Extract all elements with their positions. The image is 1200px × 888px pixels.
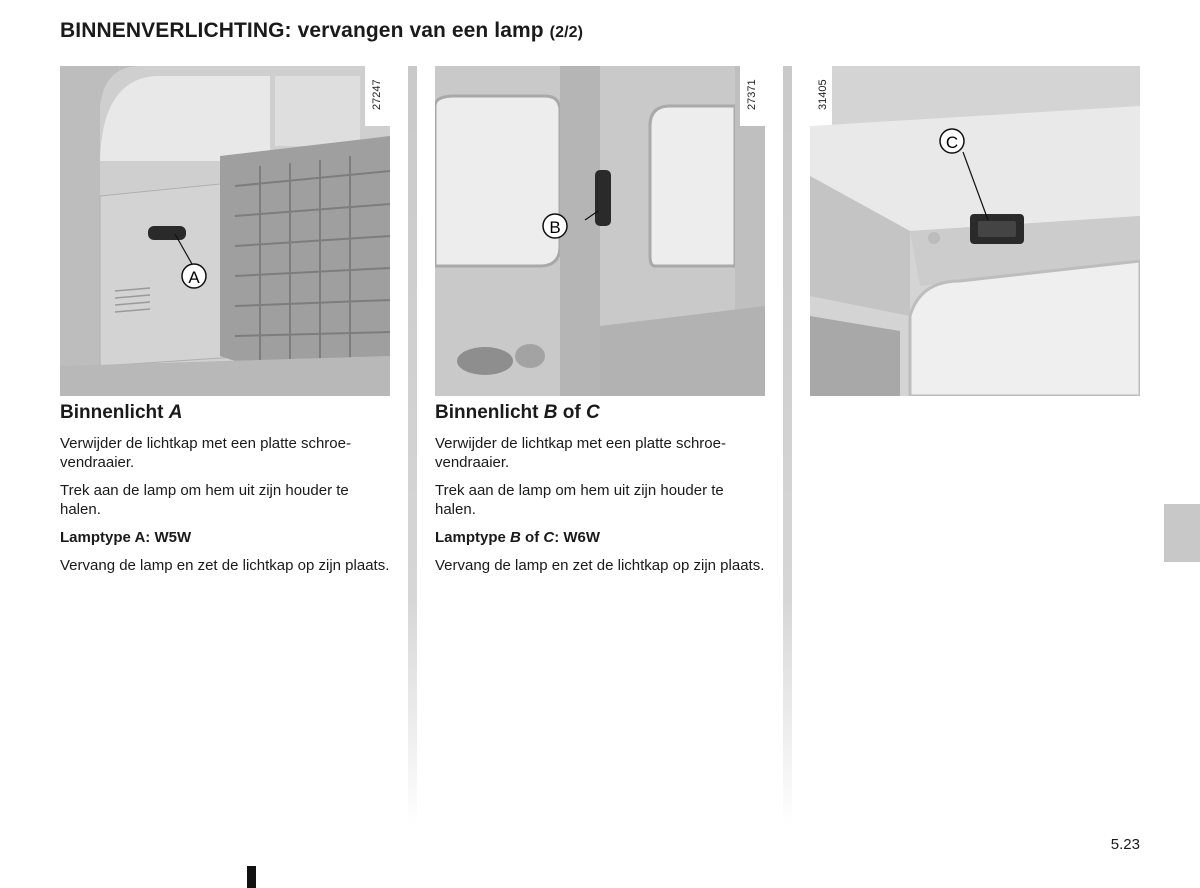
section-bc-step-replace: Vervang de lamp en zet de lichtkap op zijn plaats. bbox=[435, 557, 765, 574]
column-divider-1 bbox=[408, 66, 417, 826]
lamp-type-letter-b: B bbox=[510, 529, 521, 546]
column-divider-2 bbox=[783, 66, 792, 826]
lamp-type-letter-c: C bbox=[543, 529, 555, 546]
section-bc-heading-text: Binnenlicht bbox=[435, 402, 544, 423]
page-title bbox=[60, 19, 583, 43]
lamp-type-label: Lamptype bbox=[435, 529, 511, 546]
page-title-text: BINNENVERLICHTING: vervangen van een lamp bbox=[60, 19, 544, 42]
section-bc-lamp-type bbox=[435, 528, 765, 547]
section-bc-heading-of: of bbox=[557, 402, 586, 423]
lamp-type-value: : W6W bbox=[554, 529, 601, 546]
section-a-step-remove-cover: Verwijder de lichtkap met een platte schroe-vendraaier. bbox=[60, 435, 351, 471]
photo-cargo-area-lamp-a bbox=[60, 66, 390, 396]
page-title-part: (2/2) bbox=[549, 24, 584, 41]
print-crop-mark bbox=[247, 866, 256, 888]
section-a-heading bbox=[60, 402, 390, 424]
photo-rear-ceiling-lamp-c bbox=[810, 66, 1140, 396]
section-a-heading-letter: A bbox=[168, 402, 183, 423]
section-a-lamp-type: Lamptype A: W5W bbox=[60, 529, 192, 546]
photo-a-illustration bbox=[60, 66, 390, 396]
section-lamp-b-c bbox=[435, 402, 765, 584]
callout-c-label: C bbox=[945, 133, 959, 152]
section-lamp-a bbox=[60, 402, 390, 584]
section-a-heading-text: Binnenlicht bbox=[60, 402, 169, 423]
section-bc-heading bbox=[435, 402, 765, 424]
photo-c-illustration bbox=[810, 66, 1140, 396]
photo-b-illustration bbox=[435, 66, 765, 396]
figure-ref-27371: 27371 bbox=[746, 79, 758, 110]
section-bc-step-remove-cover: Verwijder de lichtkap met een platte schroe-vendraaier. bbox=[435, 435, 726, 471]
chapter-thumb-tab bbox=[1164, 504, 1200, 562]
figure-ref-31405: 31405 bbox=[817, 79, 829, 110]
section-bc-heading-letter-b: B bbox=[543, 402, 558, 423]
section-bc-heading-letter-c: C bbox=[585, 402, 600, 423]
section-a-step-replace: Vervang de lamp en zet de lichtkap op zijn plaats. bbox=[60, 557, 390, 574]
figure-ref-27247: 27247 bbox=[371, 79, 383, 110]
lamp-type-of: of bbox=[520, 529, 544, 546]
page-number: 5.23 bbox=[1110, 836, 1140, 853]
section-bc-step-pull-lamp: Trek aan de lamp om hem uit zijn houder te halen. bbox=[435, 482, 724, 518]
callout-b-label: B bbox=[549, 218, 561, 237]
callout-a-label: A bbox=[188, 268, 200, 287]
photo-side-door-lamp-b bbox=[435, 66, 765, 396]
section-a-step-pull-lamp: Trek aan de lamp om hem uit zijn houder te halen. bbox=[60, 482, 349, 518]
